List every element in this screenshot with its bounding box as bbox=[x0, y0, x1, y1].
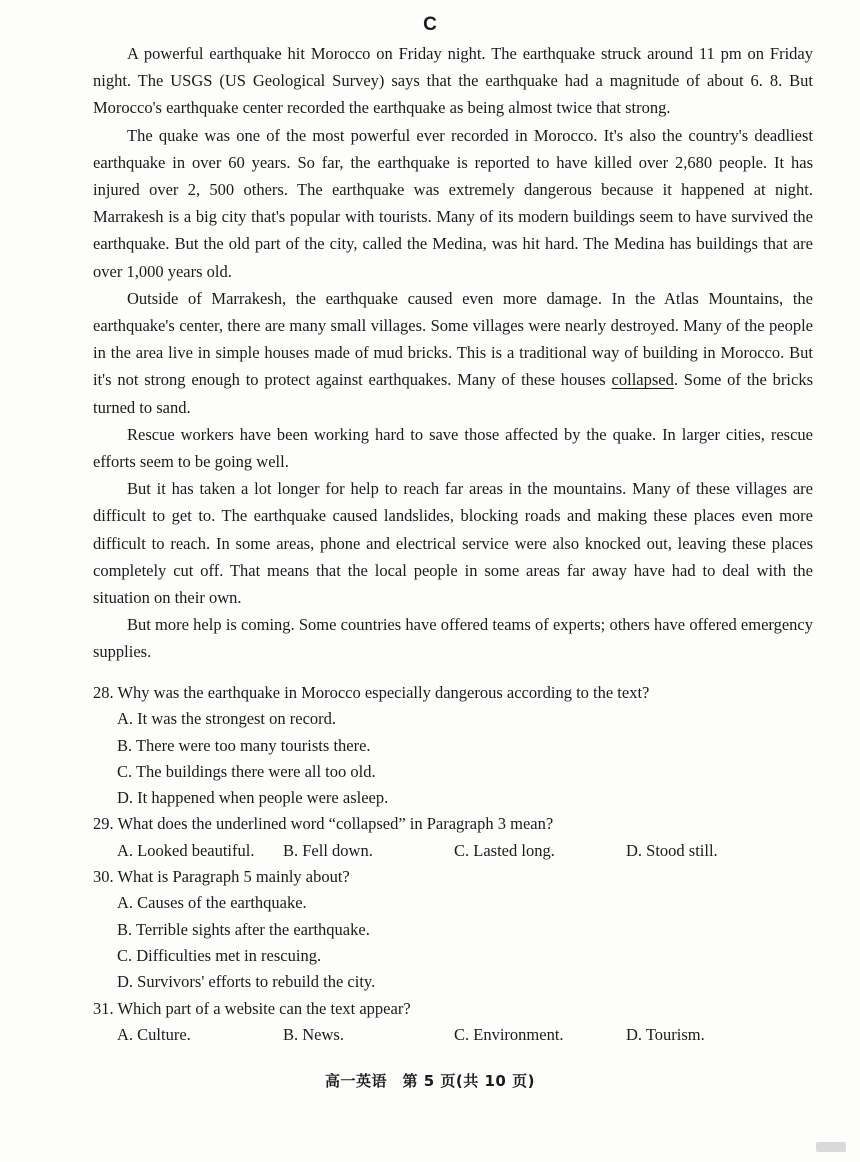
question-29 bbox=[93, 811, 813, 864]
paragraph: A powerful earthquake hit Morocco on Friday night. The earthquake struck around 11 pm on Friday night. The USGS (US Geological Survey) says that the earthquake had a magnitude of about 6. 8. But Morocco's earthquake center recorded the earthquake as being almost twice that strong. bbox=[93, 44, 813, 118]
question-stem: 31. Which part of a website can the text appear? bbox=[93, 998, 411, 1018]
option-d: D. Survivors' efforts to rebuild the city. bbox=[117, 972, 376, 992]
option-a: A. It was the strongest on record. bbox=[117, 709, 337, 729]
reading-passage bbox=[93, 40, 813, 666]
section-heading: C bbox=[423, 14, 437, 35]
paragraph-text: . Some of the bricks turned to sand. bbox=[93, 370, 814, 417]
options-row bbox=[93, 1022, 813, 1048]
option-b: B. Terrible sights after the earthquake. bbox=[117, 919, 370, 939]
option-c: C. Environment. bbox=[454, 1024, 564, 1044]
paragraph: The quake was one of the most powerful ever recorded in Morocco. It's also the country's deadliest earthquake in over 60 years. So far, the earthquake is reported to have killed over 2,680 people. It has injured over 2, 500 others. The earthquake was extremely dangerous because it happened at night. Marrakesh is a big city that's popular with tourists. Many of its modern buildings seem to have survived the earthquake. But the old part of the city, called the Medina, was hit hard. The Medina has buildings that are over 1,000 years old. bbox=[93, 125, 813, 281]
option-d: D. Stood still. bbox=[626, 840, 718, 860]
option-c: C. Lasted long. bbox=[454, 840, 555, 860]
paragraph bbox=[93, 285, 813, 421]
paragraph: But more help is coming. Some countries have offered teams of experts; others have offered emergency supplies. bbox=[93, 615, 813, 662]
question-30 bbox=[93, 864, 813, 995]
question-stem: 29. What does the underlined word “collapsed” in Paragraph 3 mean? bbox=[93, 814, 554, 834]
paragraph: But it has taken a lot longer for help to reach far areas in the mountains. Many of these villages are difficult to get to. The earthquake caused landslides, blocking roads and making these places even more difficult to reach. In some areas, phone and electrical service were also knocked out, leaving these places completely cut off. That means that the local people in some areas far away have had to deal with the situation on their own. bbox=[93, 479, 813, 608]
question-stem: 30. What is Paragraph 5 mainly about? bbox=[93, 867, 350, 887]
option-d: D. Tourism. bbox=[626, 1024, 705, 1044]
option-b: B. There were too many tourists there. bbox=[117, 735, 371, 755]
paragraph-text: Outside of Marrakesh, the earthquake caused even more damage. In the Atlas Mountains, the earthquake's center, there are many small villages. Some villages were nearly destroyed. Many of the people in the area live in simple houses made of mud bricks. This is a traditional way of building in Morocco. But it's not strong enough to protect against earthquakes. Many of these houses bbox=[93, 288, 813, 390]
option-c: C. Difficulties met in rescuing. bbox=[117, 945, 322, 965]
option-a: A. Culture. bbox=[117, 1024, 191, 1044]
option-c: C. The buildings there were all too old. bbox=[117, 761, 376, 781]
option-b: B. Fell down. bbox=[283, 840, 373, 860]
corner-watermark bbox=[816, 1142, 846, 1152]
paragraph: Rescue workers have been working hard to save those affected by the quake. In larger cities, rescue efforts seem to be going well. bbox=[93, 424, 813, 472]
option-a: A. Causes of the earthquake. bbox=[117, 893, 307, 913]
options-row bbox=[93, 838, 813, 864]
underlined-word: collapsed bbox=[611, 370, 674, 390]
question-28 bbox=[93, 680, 813, 811]
page-footer: 高一英语 第 5 页(共 10 页) bbox=[325, 1072, 535, 1090]
option-a: A. Looked beautiful. bbox=[117, 840, 255, 860]
question-list bbox=[93, 680, 813, 1048]
question-31 bbox=[93, 996, 813, 1049]
option-b: B. News. bbox=[283, 1024, 344, 1044]
question-stem: 28. Why was the earthquake in Morocco especially dangerous according to the text? bbox=[93, 683, 650, 702]
option-d: D. It happened when people were asleep. bbox=[117, 788, 389, 808]
